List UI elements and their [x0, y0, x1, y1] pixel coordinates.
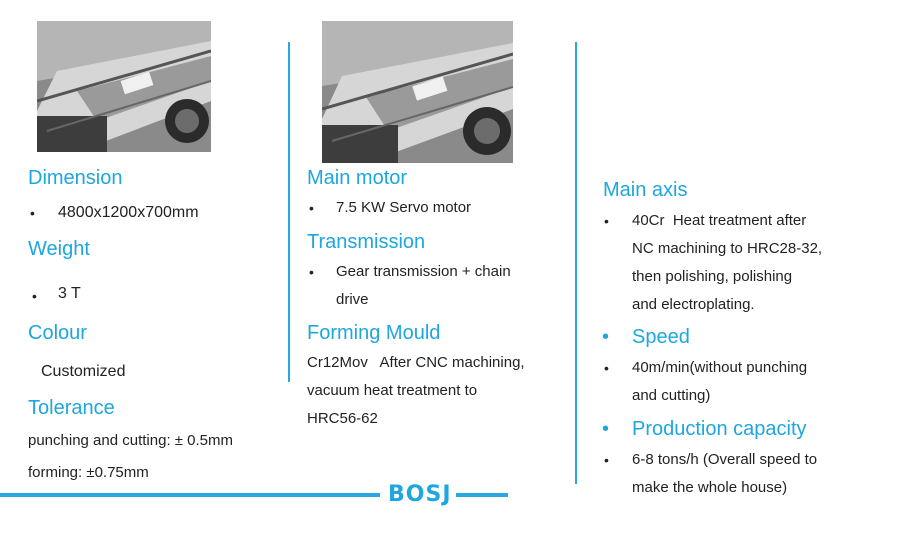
speed-heading: Speed — [632, 326, 690, 348]
footer-bar-left — [0, 493, 380, 497]
dimension-heading: Dimension — [28, 167, 123, 189]
colour-value: Customized — [41, 363, 126, 380]
transmission-line-1: Gear transmission + chain — [336, 263, 511, 280]
bullet-icon: • — [602, 418, 610, 440]
bullet-icon: • — [604, 452, 609, 468]
main-axis-line-4: and electroplating. — [632, 296, 755, 313]
colour-heading: Colour — [28, 322, 87, 344]
forming-mould-line-1: Cr12Mov After CNC machining, — [307, 354, 525, 371]
speed-line-1: 40m/min(without punching — [632, 359, 808, 376]
transmission-heading: Transmission — [307, 231, 426, 253]
bullet-icon: • — [604, 213, 609, 229]
bullet-icon: • — [32, 288, 37, 304]
main-axis-line-1: 40Cr Heat treatment after — [632, 212, 807, 229]
tolerance-line-1: punching and cutting: ± 0.5mm — [28, 432, 234, 449]
bullet-icon: • — [604, 360, 609, 376]
weight-heading: Weight — [28, 238, 90, 260]
bullet-icon: • — [309, 200, 314, 216]
tolerance-heading: Tolerance — [28, 397, 115, 419]
speed-line-2: and cutting) — [632, 387, 711, 404]
main-motor-value: 7.5 KW Servo motor — [336, 199, 472, 216]
machine-photo-2 — [322, 21, 513, 163]
bullet-icon: • — [30, 205, 35, 221]
weight-value: 3 T — [58, 285, 81, 302]
column-divider-1 — [288, 42, 290, 382]
column-divider-2 — [575, 42, 577, 484]
transmission-line-2: drive — [336, 291, 369, 308]
main-axis-line-2: NC machining to HRC28-32, — [632, 240, 823, 257]
machine-photo-1 — [37, 21, 211, 152]
production-capacity-heading: Production capacity — [632, 418, 807, 440]
forming-mould-heading: Forming Mould — [307, 322, 441, 344]
forming-mould-line-2: vacuum heat treatment to — [307, 382, 478, 399]
production-capacity-line-2: make the whole house) — [632, 479, 788, 496]
bosj-logo: BOSJ — [388, 482, 452, 507]
bullet-icon: • — [309, 264, 314, 280]
production-capacity-line-1: 6-8 tons/h (Overall speed to — [632, 451, 818, 468]
main-motor-heading: Main motor — [307, 167, 408, 189]
dimension-value: 4800x1200x700mm — [58, 204, 199, 221]
bullet-icon: • — [602, 326, 610, 348]
main-axis-heading: Main axis — [603, 179, 688, 201]
footer-bar-right — [456, 493, 508, 497]
forming-mould-line-3: HRC56-62 — [307, 410, 378, 427]
main-axis-line-3: then polishing, polishing — [632, 268, 793, 285]
tolerance-line-2: forming: ±0.75mm — [28, 464, 149, 481]
